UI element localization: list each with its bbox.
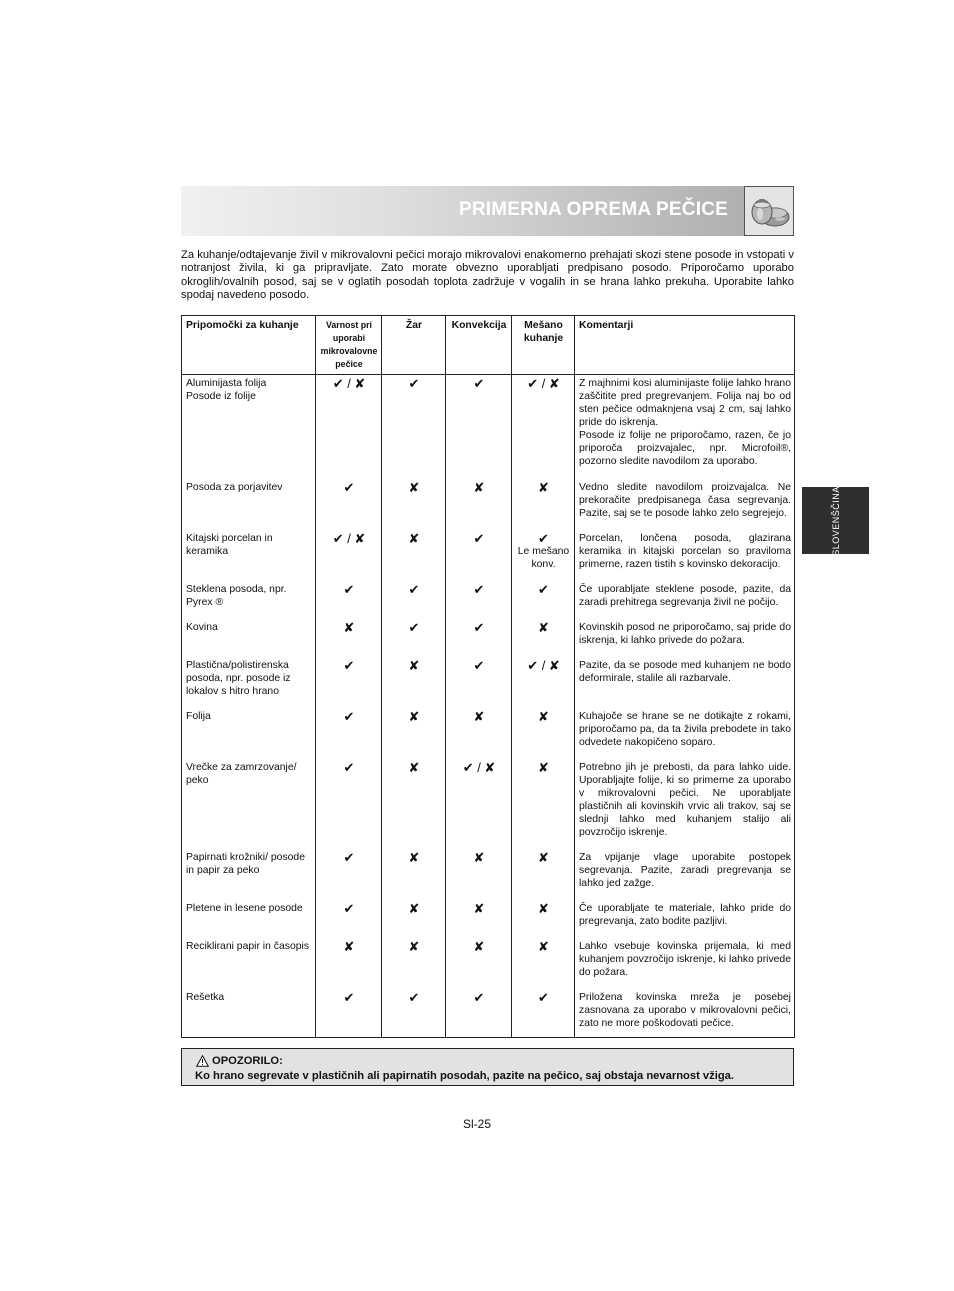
cell-mixed [512,657,575,708]
cell-grill-text: ✘ [408,530,420,546]
cell-mixed [512,619,575,657]
cell-grill-text: ✘ [408,708,420,724]
cell-utensil-text: Folija [186,710,211,722]
table-row [182,479,795,530]
cell-utensil-text: Posoda za porjavitev [186,481,283,493]
cell-utensil-text: Plastična/polistirenska posoda, npr. posode iz lokalov s hitro hrano [186,659,291,697]
cell-grill [382,581,446,619]
cell-utensil [182,900,316,938]
cell-utensil [182,530,316,581]
cell-convection-text: ✔ [473,530,485,546]
intro-paragraph [181,249,794,302]
cell-mixed [512,989,575,1038]
cell-safety-text: ✔ [343,900,355,916]
cell-utensil-text: Kovina [186,621,218,633]
cell-utensil-text: Steklena posoda, npr. Pyrex ® [186,583,287,608]
cell-comment-text: Lahko vsebuje kovinska prijemala, ki med kuhanjem povzročijo iskrenje, ki lahko privede do požara. [579,940,791,978]
cell-safety [316,900,382,938]
cell-mixed [512,849,575,900]
header-grill: Žar [382,316,446,375]
cell-safety [316,989,382,1038]
intro-text: Za kuhanje/odtajevanje živil v mikrovalovni pečici morajo mikrovalovi enakomerno prehajati skozi stene posode in vstopati v notranjost živila, ki ga pripravljate. Zato morate obvezno uporabljati predpisano posodo. Priporočamo uporabo okroglih/ovalnih posod, saj se v oglatih posodah toplota zadržuje v vogalih in se hrana lahko prekuha. Uporabite lahko spodaj navedeno posodo. [181,249,794,301]
cell-convection [446,375,512,479]
cell-safety-text: ✔ [343,581,355,597]
cookware-pot-icon [744,186,794,236]
cell-safety [316,479,382,530]
page-title: PRIMERNA OPREMA PEČICE [458,199,728,220]
table-row [182,759,795,849]
cell-utensil-text: Kitajski porcelan in keramika [186,532,273,557]
table-row [182,375,795,479]
cell-grill [382,759,446,849]
cell-mixed-text: ✘ [538,708,549,724]
cell-safety-text: ✔ / ✘ [332,376,366,391]
cell-mixed-text: ✘ [538,619,549,635]
header-bar [181,186,794,236]
cell-mixed [512,479,575,530]
cell-comment-text: Potrebno jih je prebosti, da para lahko uide. Uporabljajte folije, ki so primerne za uporabo v mikrovalovni pečici. Ne uporabljate plastičnih ali kovinskih vrvic ali trakov, saj se slednji lahko med kuhanjem stalijo ali povzročijo iskrenje. [579,761,791,838]
cell-mixed [512,938,575,989]
header-convection: Konvekcija [446,316,512,375]
cell-convection [446,989,512,1038]
cell-safety-text: ✔ [343,989,355,1005]
cell-convection [446,530,512,581]
cell-mixed [512,759,575,849]
cell-grill [382,619,446,657]
cell-utensil [182,759,316,849]
cell-mixed-text: ✘ [538,759,549,775]
cell-convection-text: ✔ / ✘ [462,759,496,775]
cookware-table [181,315,795,1038]
cell-grill [382,530,446,581]
cell-mixed-text: ✔ [538,530,549,546]
cell-safety-text: ✔ [343,849,355,865]
cell-mixed-text: ✔ [538,581,549,597]
cell-comment-text: Če uporabljate steklene posode, pazite, da zaradi prehitrega segrevanja živil ne počijo. [579,583,791,608]
cell-mixed-text: ✘ [538,938,549,954]
cell-grill-text: ✔ [408,581,420,597]
cell-mixed [512,375,575,479]
cell-grill-text: ✔ [408,619,420,635]
cell-grill [382,849,446,900]
cell-convection [446,938,512,989]
cell-mixed-text: ✔ [538,989,549,1005]
cell-safety-text: ✘ [343,619,355,635]
cell-grill-text: ✘ [408,900,420,916]
cell-safety [316,759,382,849]
cell-safety [316,530,382,581]
cell-comment [575,759,795,849]
cell-utensil [182,708,316,759]
cell-comment [575,375,795,479]
cell-comment-text: Priložena kovinska mreža je posebej zasnovana za uporabo v mikrovalovni pečici, zato ne more poškodovati pečice. [579,991,791,1029]
cell-grill-text: ✘ [408,938,420,954]
cell-comment [575,938,795,989]
cell-grill [382,657,446,708]
cell-safety-text: ✔ [343,657,355,673]
cell-utensil [182,989,316,1038]
cell-convection [446,581,512,619]
cell-mixed-note: Le mešano konv. [517,545,570,570]
cell-grill [382,708,446,759]
table-row [182,849,795,900]
cell-grill [382,479,446,530]
language-tab [802,487,869,554]
cell-comment-text: Porcelan, lončena posoda, glazirana keramika in kitajski porcelan so praviloma primerne, razen tistih s kovinsko dekoracijo. [579,532,791,570]
page-number: Sl-25 [462,1117,491,1131]
cell-grill-text: ✔ [408,989,420,1005]
cell-convection [446,619,512,657]
cell-mixed-text: ✔ / ✘ [527,376,560,391]
cell-convection [446,479,512,530]
cell-comment-text: Z majhnimi kosi aluminijaste folije lahko hrano zaščitite pred pregrevanjem. Folija naj bo od sten pečice odmaknjena vsaj 2 cm, saj lahko pride do iskrenja. Posode iz folije ne priporočamo, razen, če jo priporoča proizvajalec, npr. Microfoil®, pozorno sledite navodilom za uporabo. [579,378,791,467]
cell-convection [446,900,512,938]
cell-utensil-text: Vrečke za zamrzovanje/ peko [186,761,297,786]
cell-safety [316,581,382,619]
cell-comment [575,581,795,619]
table-row [182,989,795,1038]
cell-safety [316,938,382,989]
header-safety: Varnost pri uporabi mikrovalovne pečice [316,316,382,375]
warning-triangle-icon [196,1055,209,1067]
table-row [182,530,795,581]
cell-grill [382,989,446,1038]
cell-convection [446,708,512,759]
table-row [182,900,795,938]
cell-mixed-text: ✘ [538,479,549,495]
cell-utensil-text: Pletene in lesene posode [186,902,303,914]
cell-safety-text: ✔ [343,708,355,724]
cell-comment [575,708,795,759]
cell-mixed [512,708,575,759]
cell-safety-text: ✔ [343,479,355,495]
cell-utensil-text: Aluminijasta folija Posode iz folije [186,378,267,402]
cell-convection-text: ✔ [473,989,485,1005]
cell-convection [446,657,512,708]
cell-grill [382,375,446,479]
cell-utensil [182,849,316,900]
cell-safety-text: ✔ [343,759,355,775]
table-row [182,708,795,759]
cell-comment-text: Za vpijanje vlage uporabite postopek segrevanja. Pazite, zaradi pregrevanja se lahko jed zažge. [579,851,791,889]
cell-convection-text: ✔ [473,376,485,391]
cell-safety [316,849,382,900]
cell-mixed [512,530,575,581]
cell-safety [316,657,382,708]
cell-comment [575,479,795,530]
table-row [182,619,795,657]
cell-comment [575,530,795,581]
warning-heading [196,1054,283,1068]
cell-convection [446,849,512,900]
cell-utensil [182,581,316,619]
warning-title: OPOZORILO: [212,1055,283,1067]
cell-comment [575,849,795,900]
cell-grill [382,900,446,938]
cell-comment-text: Če uporabljate te materiale, lahko pride do pregrevanja, zato bodite pazljivi. [579,902,791,927]
cell-comment-text: Kuhajoče se hrane se ne dotikajte z rokami, priporočamo pa, da ta živila prebodete in tako odvedete nakopičeno soparo. [579,710,791,748]
cell-mixed [512,581,575,619]
cell-grill-text: ✘ [408,479,420,495]
cell-safety [316,708,382,759]
cell-grill-text: ✘ [408,657,420,673]
cell-safety [316,375,382,479]
cell-comment-text: Vedno sledite navodilom proizvajalca. Ne prekoračite predpisanega časa segrevanja. Pazite, saj se te posode lahko zelo segrejejo. [579,481,791,519]
cell-convection-text: ✔ [473,581,485,597]
cell-safety-text: ✔ / ✘ [332,530,366,546]
cell-convection-text: ✔ [473,619,485,635]
cell-comment [575,989,795,1038]
cell-utensil-text: Rešetka [186,991,225,1003]
cell-mixed-text: ✘ [538,849,549,865]
table-row [182,938,795,989]
cell-grill-text: ✘ [408,759,420,775]
cell-utensil [182,657,316,708]
cell-mixed [512,900,575,938]
cell-convection-text: ✘ [473,938,485,954]
table-header-row [182,316,795,375]
cell-convection-text: ✘ [473,708,485,724]
warning-text: Ko hrano segrevate v plastičnih ali papirnatih posodah, pazite na pečico, saj obstaja nevarnost vžiga. [195,1070,735,1082]
cell-grill-text: ✔ [408,376,420,391]
cell-safety-text: ✘ [343,938,355,954]
header-utensil: Pripomočki za kuhanje [182,316,316,375]
cell-mixed-text: ✘ [538,900,549,916]
cell-grill [382,938,446,989]
language-label: SLOVENŠČINA [830,485,841,556]
cell-utensil [182,619,316,657]
cell-comment [575,900,795,938]
cell-convection-text: ✘ [473,849,485,865]
cell-utensil-text: Reciklirani papir in časopis [186,940,310,952]
cell-utensil [182,479,316,530]
cell-convection-text: ✔ [473,657,485,673]
cell-mixed-text: ✔ / ✘ [527,657,560,673]
cell-comment [575,619,795,657]
header-comments: Komentarji [575,316,795,375]
header-mixed: Mešano kuhanje [512,316,575,375]
cell-comment-text: Kovinskih posod ne priporočamo, saj pride do iskrenja, ki lahko privede do požara. [579,621,791,646]
cell-utensil [182,375,316,479]
cell-utensil-text: Papirnati krožniki/ posode in papir za peko [186,851,305,876]
warning-box [181,1048,794,1086]
cell-grill-text: ✘ [408,849,420,865]
cell-utensil [182,938,316,989]
cell-safety [316,619,382,657]
cell-convection-text: ✘ [473,479,485,495]
table-row [182,657,795,708]
cell-convection [446,759,512,849]
cell-comment [575,657,795,708]
cell-convection-text: ✘ [473,900,485,916]
table-row [182,581,795,619]
cell-comment-text: Pazite, da se posode med kuhanjem ne bodo deformirale, stalile ali razbarvale. [579,659,791,684]
